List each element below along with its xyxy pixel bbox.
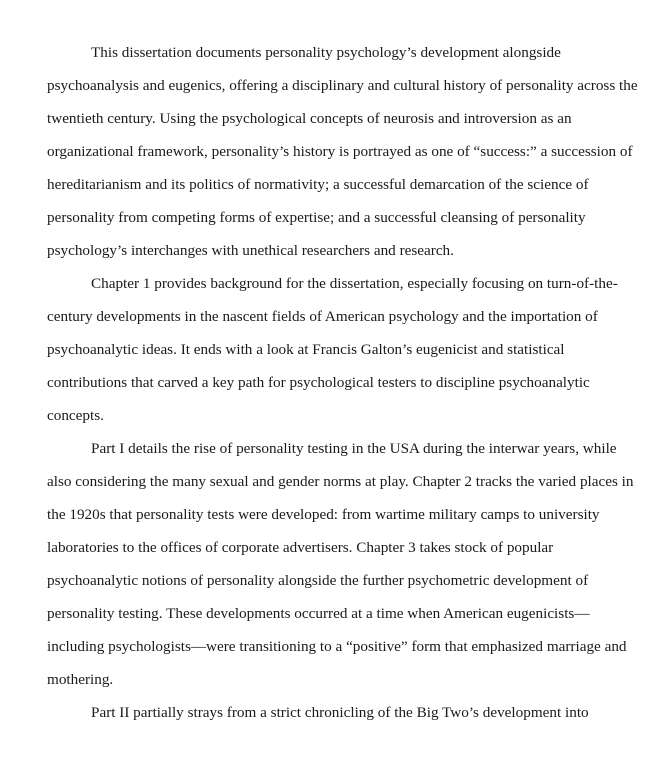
- text-line: also considering the many sexual and gender norms at play. Chapter 2 tracks the varied places in: [47, 473, 634, 490]
- paragraph-abstract-intro: [47, 36, 646, 267]
- text-line: personality from competing forms of expertise; and a successful cleansing of personality: [47, 209, 586, 226]
- text-line: This dissertation documents personality psychology’s development alongside: [91, 44, 561, 61]
- text-line: contributions that carved a key path for psychological testers to discipline psychoanalytic: [47, 374, 590, 391]
- text-line: century developments in the nascent fields of American psychology and the importation of: [47, 308, 598, 325]
- paragraph-chapter-1: [47, 267, 646, 432]
- text-line: laboratories to the offices of corporate advertisers. Chapter 3 takes stock of popular: [47, 539, 554, 556]
- paragraph-part-1: [47, 432, 646, 696]
- text-line: psychology’s interchanges with unethical researchers and research.: [47, 242, 454, 259]
- text-line: psychoanalytic ideas. It ends with a look at Francis Galton’s eugenicist and statistical: [47, 341, 565, 358]
- text-line: hereditarianism and its politics of normativity; a successful demarcation of the science of: [47, 176, 589, 193]
- text-line: concepts.: [47, 407, 104, 424]
- text-line: psychoanalytic notions of personality alongside the further psychometric development of: [47, 572, 589, 589]
- text-line: including psychologists—were transitioning to a “positive” form that emphasized marriage and: [47, 638, 627, 655]
- text-line: Part I details the rise of personality testing in the USA during the interwar years, while: [91, 440, 617, 457]
- paragraph-part-2: [47, 696, 646, 729]
- text-line: psychoanalysis and eugenics, offering a disciplinary and cultural history of personality across the: [47, 77, 638, 94]
- text-line: the 1920s that personality tests were developed: from wartime military camps to university: [47, 506, 600, 523]
- text-line: Chapter 1 provides background for the dissertation, especially focusing on turn-of-the-: [91, 275, 618, 292]
- text-line: personality testing. These developments occurred at a time when American eugenicists—: [47, 605, 590, 622]
- text-line: organizational framework, personality’s history is portrayed as one of “success:” a succession of: [47, 143, 633, 160]
- text-line: mothering.: [47, 671, 114, 688]
- text-line: twentieth century. Using the psychological concepts of neurosis and introversion as an: [47, 110, 572, 127]
- text-line: Part II partially strays from a strict chronicling of the Big Two’s development into: [91, 704, 589, 721]
